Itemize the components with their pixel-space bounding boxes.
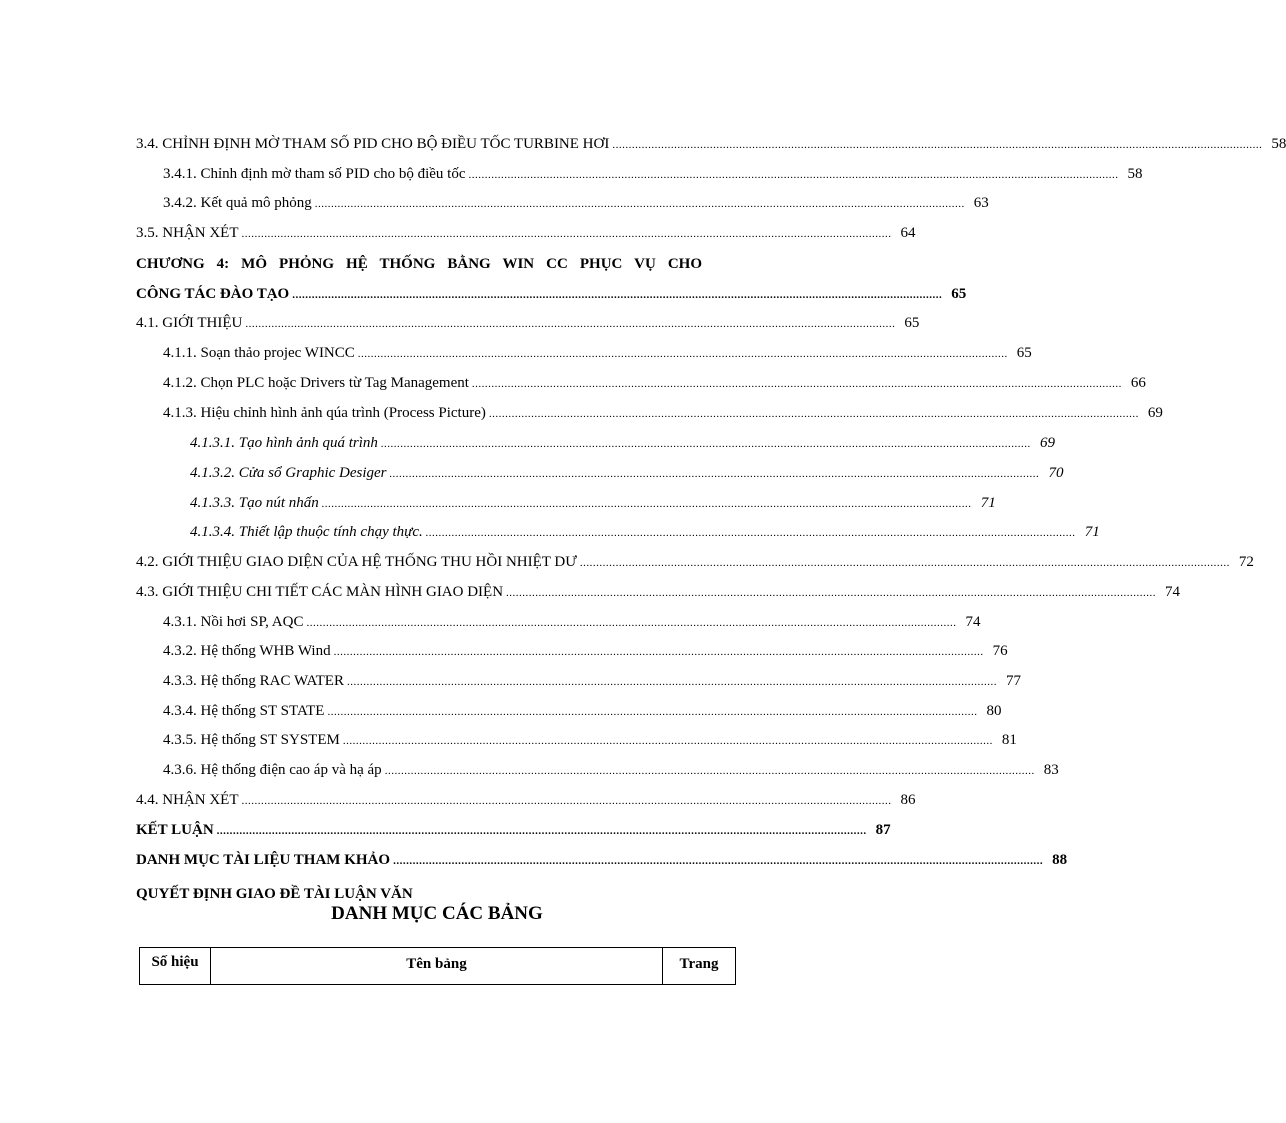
toc-dot-leader: ........................................................................................................................................................................................................	[468, 169, 1119, 181]
toc-dot-leader: ........................................................................................................................................................................................................	[579, 557, 1230, 569]
toc-page-number: 69	[1039, 435, 1055, 451]
toc-entry-text: 4.4. NHẬN XÉT	[136, 792, 239, 808]
toc-page-number: 74	[1165, 584, 1181, 600]
toc-entry-text: 4.1.3.4. Thiết lập thuộc tính chạy thực.	[190, 524, 423, 540]
toc-entry-text: CÔNG TÁC ĐÀO TẠO	[136, 286, 290, 302]
toc-entry	[190, 494, 996, 513]
toc-dot-leader: ........................................................................................................................................................................................................	[384, 765, 1035, 777]
decision-heading: QUYẾT ĐỊNH GIAO ĐỀ TÀI LUẬN VĂN	[136, 886, 413, 902]
toc-dot-leader: ........................................................................................................................................................................................................	[380, 438, 1031, 450]
toc-dot-leader: ........................................................................................................................................................................................................	[292, 289, 943, 301]
toc-entry-text: 4.1.3.2. Cửa sổ Graphic Desiger	[190, 465, 387, 481]
toc-dot-leader: ........................................................................................................................................................................................................	[245, 318, 896, 330]
toc-entry	[163, 194, 989, 213]
toc-entry-text: 3.5. NHẬN XÉT	[136, 225, 239, 241]
toc-entry	[136, 791, 916, 810]
toc-entry-text: 3.4. CHỈNH ĐỊNH MỜ THAM SỐ PID CHO BỘ ĐIỀU TỐC TURBINE HƠI	[136, 136, 610, 152]
toc-dot-leader: ........................................................................................................................................................................................................	[306, 617, 957, 629]
toc-page-number: 69	[1147, 405, 1163, 421]
toc-page-number: 80	[986, 703, 1002, 719]
toc-entry	[136, 553, 1254, 572]
toc-entry	[163, 165, 1143, 184]
toc-entry-text: 4.3.4. Hệ thống ST STATE	[163, 703, 325, 719]
toc-page-number: 63	[973, 195, 989, 211]
tables-list-title: DANH MỤC CÁC BẢNG	[331, 903, 543, 924]
toc-page-number: 74	[965, 614, 981, 630]
toc-page-number: 64	[900, 225, 916, 241]
toc-dot-leader: ........................................................................................................................................................................................................	[389, 468, 1040, 480]
toc-dot-leader: ........................................................................................................................................................................................................	[327, 706, 978, 718]
toc-page-number: 65	[904, 315, 920, 331]
toc-entry-text: 4.2. GIỚI THIỆU GIAO DIỆN CỦA HỆ THỐNG THU HỒI NHIỆT DƯ	[136, 554, 577, 570]
column-header-name: Tên bảng	[211, 948, 663, 984]
toc-page-number: 86	[900, 792, 916, 808]
toc-page-number: 65	[951, 286, 967, 302]
toc-dot-leader: ........................................................................................................................................................................................................	[393, 855, 1044, 867]
toc-dot-leader: ........................................................................................................................................................................................................	[488, 408, 1139, 420]
toc-dot-leader: ........................................................................................................................................................................................................	[425, 527, 1076, 539]
toc-entry	[136, 314, 920, 333]
toc-page-number: 65	[1016, 345, 1032, 361]
toc-entry	[190, 523, 1100, 542]
toc-dot-leader: ........................................................................................................................................................................................................	[506, 587, 1157, 599]
toc-page-number: 81	[1001, 732, 1017, 748]
toc-dot-leader: ........................................................................................................................................................................................................	[314, 198, 965, 210]
toc-entry	[136, 224, 916, 243]
toc-entry-text: 4.3.5. Hệ thống ST SYSTEM	[163, 732, 340, 748]
toc-page-number: 71	[980, 495, 996, 511]
toc-dot-leader: ........................................................................................................................................................................................................	[357, 348, 1008, 360]
toc-entry	[163, 672, 1021, 691]
toc-entry-text: 4.1.3.1. Tạo hình ảnh quá trình	[190, 435, 378, 451]
toc-entry	[163, 404, 1163, 423]
toc-entry-text: 4.1.1. Soạn thảo projec WINCC	[163, 345, 355, 361]
chapter-4-title-line1: CHƯƠNG 4: MÔ PHỎNG HỆ THỐNG BẰNG WIN CC PHỤC VỤ CHO	[136, 256, 702, 272]
toc-entry	[136, 583, 1181, 602]
column-header-page: Trang	[679, 956, 719, 972]
toc-entry	[163, 374, 1146, 393]
toc-page-number: 76	[992, 643, 1008, 659]
toc-page-number: 58	[1271, 136, 1286, 152]
toc-entry	[163, 344, 1032, 363]
toc-entry	[136, 135, 1286, 154]
toc-page-number: 88	[1052, 852, 1068, 868]
toc-page-number: 70	[1048, 465, 1064, 481]
toc-page-number: 71	[1084, 524, 1100, 540]
toc-entry	[163, 642, 1008, 661]
toc-entry-text: 4.3.1. Nồi hơi SP, AQC	[163, 614, 304, 630]
toc-page-number: 77	[1005, 673, 1021, 689]
toc-entry-text: DANH MỤC TÀI LIỆU THAM KHẢO	[136, 852, 391, 868]
toc-entry-text: 4.1.3.3. Tạo nút nhấn	[190, 495, 319, 511]
toc-entry	[136, 851, 1068, 870]
toc-entry-text: 3.4.1. Chỉnh định mờ tham số PID cho bộ điều tốc	[163, 166, 466, 182]
toc-entry	[163, 761, 1059, 780]
toc-dot-leader: ........................................................................................................................................................................................................	[241, 795, 892, 807]
toc-entry-text: 4.3.3. Hệ thống RAC WATER	[163, 673, 344, 689]
toc-entry-text: 4.3.2. Hệ thống WHB Wind	[163, 643, 331, 659]
toc-dot-leader: ........................................................................................................................................................................................................	[342, 735, 993, 747]
toc-entry-text: 4.1.2. Chọn PLC hoặc Drivers từ Tag Management	[163, 375, 469, 391]
toc-page-number: 87	[875, 822, 891, 838]
toc-entry-text: 4.1.3. Hiệu chỉnh hình ảnh qúa trình (Process Picture)	[163, 405, 486, 421]
toc-entry-text: 3.4.2. Kết quả mô phỏng	[163, 195, 312, 211]
toc-entry	[190, 464, 1064, 483]
tables-list-header	[139, 947, 736, 985]
toc-dot-leader: ........................................................................................................................................................................................................	[241, 228, 892, 240]
toc-entry-text: 4.3. GIỚI THIỆU CHI TIẾT CÁC MÀN HÌNH GIAO DIỆN	[136, 584, 504, 600]
toc-entry	[163, 613, 981, 632]
toc-entry	[190, 434, 1055, 453]
toc-dot-leader: ........................................................................................................................................................................................................	[346, 676, 997, 688]
chapter-4-title-line2	[136, 285, 967, 304]
column-header-number: Số hiệu	[140, 948, 211, 984]
toc-entry-text: 4.1. GIỚI THIỆU	[136, 315, 243, 331]
toc-dot-leader: ........................................................................................................................................................................................................	[333, 646, 984, 658]
toc-dot-leader: ........................................................................................................................................................................................................	[321, 498, 972, 510]
toc-entry-text: KẾT LUẬN	[136, 822, 214, 838]
toc-page-number: 58	[1127, 166, 1143, 182]
toc-entry	[163, 702, 1002, 721]
toc-page-number: 72	[1238, 554, 1254, 570]
toc-entry	[163, 731, 1017, 750]
toc-page-number: 83	[1043, 762, 1059, 778]
toc-entry-text: 4.3.6. Hệ thống điện cao áp và hạ áp	[163, 762, 382, 778]
toc-page-number: 66	[1130, 375, 1146, 391]
toc-dot-leader: ........................................................................................................................................................................................................	[216, 825, 867, 837]
toc-dot-leader: ........................................................................................................................................................................................................	[612, 139, 1263, 151]
toc-entry	[136, 821, 891, 840]
toc-dot-leader: ........................................................................................................................................................................................................	[471, 378, 1122, 390]
